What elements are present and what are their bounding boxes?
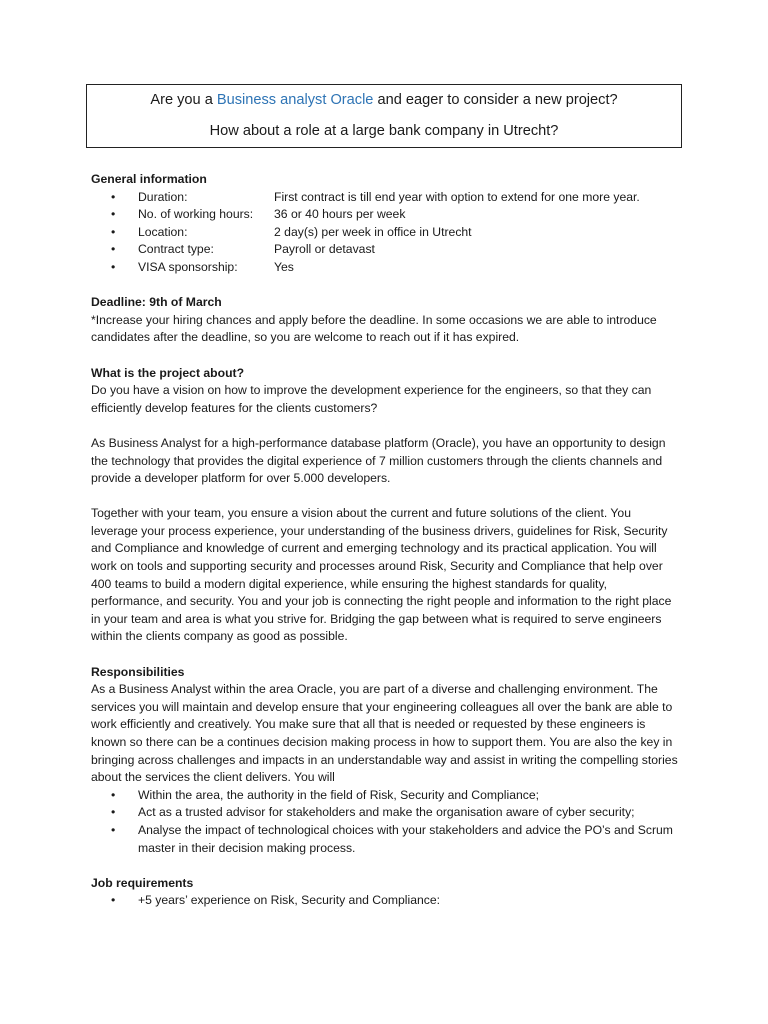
info-value: 36 or 40 hours per week: [274, 207, 406, 222]
info-value: Yes: [274, 259, 294, 274]
bullet-icon: •: [111, 224, 116, 239]
bullet-icon: •: [111, 207, 116, 222]
header-subtitle: How about a role at a large bank company in Utrecht?: [209, 123, 559, 139]
requirements-list: [91, 892, 681, 910]
list-item-text: Analyse the impact of technological choices with your stakeholders and advice the PO’s and Scrum master in their decision making process.: [138, 822, 673, 855]
info-item-location: [91, 224, 681, 242]
bullet-icon: •: [111, 787, 116, 802]
responsibilities-text: As a Business Analyst within the area Oracle, you are part of a diverse and challenging environment. The services you will maintain and develop ensure that your engineering colleagues all over the bank are able to work efficiently and creatively. You make sure that all that is needed or requested by these engineers is known so there can be a continues decision making process in how to support them. You are also the key in bringing across challenges and impacts in an understandable way and assist in writing the compelling stories about the services the client delivers. You will: [91, 682, 678, 785]
info-label: Contract type:: [138, 242, 214, 257]
bullet-icon: •: [111, 189, 116, 204]
general-info-list: [91, 189, 681, 277]
info-item-hours: [91, 206, 681, 224]
project-paragraph-3: Together with your team, you ensure a vision about the current and future solutions of the client. You leverage your process experience, your understanding of the business drivers, guidelines for Risk, Security and Compliance and knowledge of current and emerging technology and its practical application. You will work on tools and supporting security and processes around Risk, Security and Compliance that help over 400 teams to build a modern digital experience, while ensuring the highest standards for quality, performance, and security. You and your job is connecting the right people and information to the right place in your team and area is what you strive for. Bridging the gap between what is required to serve engineers within the clients company as good as possible.: [91, 506, 672, 644]
bullet-icon: •: [111, 805, 116, 820]
responsibilities-title: Responsibilities: [91, 664, 185, 679]
info-item-visa: [91, 259, 681, 277]
info-item-duration: [91, 189, 681, 207]
header-suffix: and eager to consider a new project?: [373, 92, 618, 108]
document-body: [91, 171, 681, 910]
list-item-text: +5 years’ experience on Risk, Security and Compliance:: [138, 893, 441, 908]
project-paragraph-1: Do you have a vision on how to improve the development experience for the engineers, so that they can efficiently develop features for the clients customers?: [91, 383, 652, 415]
info-label: VISA sponsorship:: [138, 259, 238, 274]
list-item: [91, 787, 681, 805]
list-item: [91, 822, 681, 857]
general-info-title: General information: [91, 172, 207, 186]
bullet-icon: •: [111, 242, 116, 257]
bullet-icon: •: [111, 893, 116, 908]
list-item-text: Within the area, the authority in the field of Risk, Security and Compliance;: [138, 787, 540, 802]
list-item: [91, 804, 681, 822]
project-title: What is the project about?: [91, 365, 245, 380]
info-label: Location:: [138, 224, 188, 239]
header-prefix: Are you a: [150, 92, 217, 108]
project-paragraph-2: As Business Analyst for a high-performance database platform (Oracle), you have an opportunity to design the technology that provides the digital experience of 7 million customers through the clients channels and provide a developer platform for over 5.000 developers.: [91, 435, 666, 486]
info-label: Duration:: [138, 189, 188, 204]
info-value: 2 day(s) per week in office in Utrecht: [274, 224, 472, 239]
deadline-text: *Increase your hiring chances and apply before the deadline. In some occasions we are able to introduce candidates after the deadline, so you are welcome to reach out if it has expired.: [91, 312, 657, 345]
header-title: [87, 92, 681, 110]
deadline-title: Deadline: 9th of March: [91, 295, 222, 310]
header-box: [86, 84, 682, 148]
info-label: No. of working hours:: [138, 207, 254, 222]
job-title-accent: Business analyst Oracle: [216, 92, 374, 108]
bullet-icon: •: [111, 822, 116, 837]
list-item: [91, 892, 681, 910]
info-value: First contract is till end year with option to extend for one more year.: [274, 189, 640, 204]
info-value: Payroll or detavast: [274, 242, 375, 257]
list-item-text: Act as a trusted advisor for stakeholders and make the organisation aware of cyber security;: [138, 805, 635, 820]
responsibilities-list: [91, 787, 681, 857]
requirements-title: Job requirements: [91, 875, 194, 890]
info-item-contract: [91, 241, 681, 259]
bullet-icon: •: [111, 259, 116, 274]
